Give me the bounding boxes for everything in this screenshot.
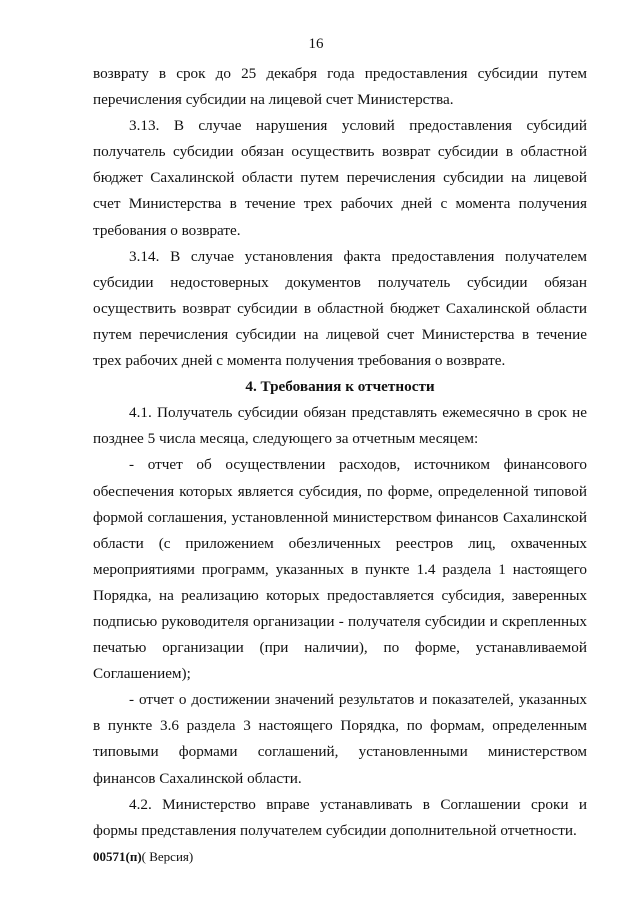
paragraph-4-2: 4.2. Министерство вправе устанавливать в Соглашении сроки и формы представления получателем субсидии дополнительной отчетности.	[93, 795, 587, 839]
paragraph-4-1-item-2: - отчет о достижении значений результатов и показателей, указанных в пункте 3.6 раздела 3 настоящего Порядка, по формам, определенным типовыми формами соглашений, установленными министерством финансов Сахалинской области.	[93, 691, 587, 787]
document-body	[93, 61, 587, 844]
paragraph-4-1-item-1: - отчет об осуществлении расходов, источником финансового обеспечения которых является субсидия, по форме, определенной типовой формой соглашения, установленной министерством финансов Сахалинской области (с приложением обезличенных реестров лиц, охваченных мероприятиями программ, указанных в пункте 1.4 раздела 1 настоящего Порядка, на реализацию которых предоставляется субсидия, заверенных подписью руководителя организации - получателя субсидии и скрепленных печатью организации (при наличии), по форме, устанавливаемой Соглашением);	[93, 456, 587, 683]
paragraph-3-12-continuation: возврату в срок до 25 декабря года предоставления субсидии путем перечисления субсидии на лицевой счет Министерства.	[93, 65, 587, 109]
page-number: 16	[308, 36, 324, 52]
paragraph-3-14: 3.14. В случае установления факта предоставления получателем субсидии недостоверных документов получатель субсидии обязан осуществить возврат субсидии в областной бюджет Сахалинской области путем перечисления субсидии на лицевой счет Министерства в течение трех рабочих дней с момента получения требования о возврате.	[93, 247, 587, 370]
paragraph-4-1: 4.1. Получатель субсидии обязан представлять ежемесячно в срок не позднее 5 числа месяца, следующего за отчетным месяцем:	[93, 404, 587, 448]
document-version: ( Версия)	[141, 849, 194, 864]
section-heading-4: 4. Требования к отчетности	[245, 378, 435, 396]
paragraph-3-13: 3.13. В случае нарушения условий предоставления субсидий получатель субсидии обязан осуществить возврат субсидии в областной бюджет Сахалинской области путем перечисления субсидии на лицевой счет Министерства в течение трех рабочих дней с момента получения требования о возврате.	[93, 117, 587, 239]
document-code: 00571(п)	[93, 849, 142, 864]
document-footer	[93, 849, 193, 865]
